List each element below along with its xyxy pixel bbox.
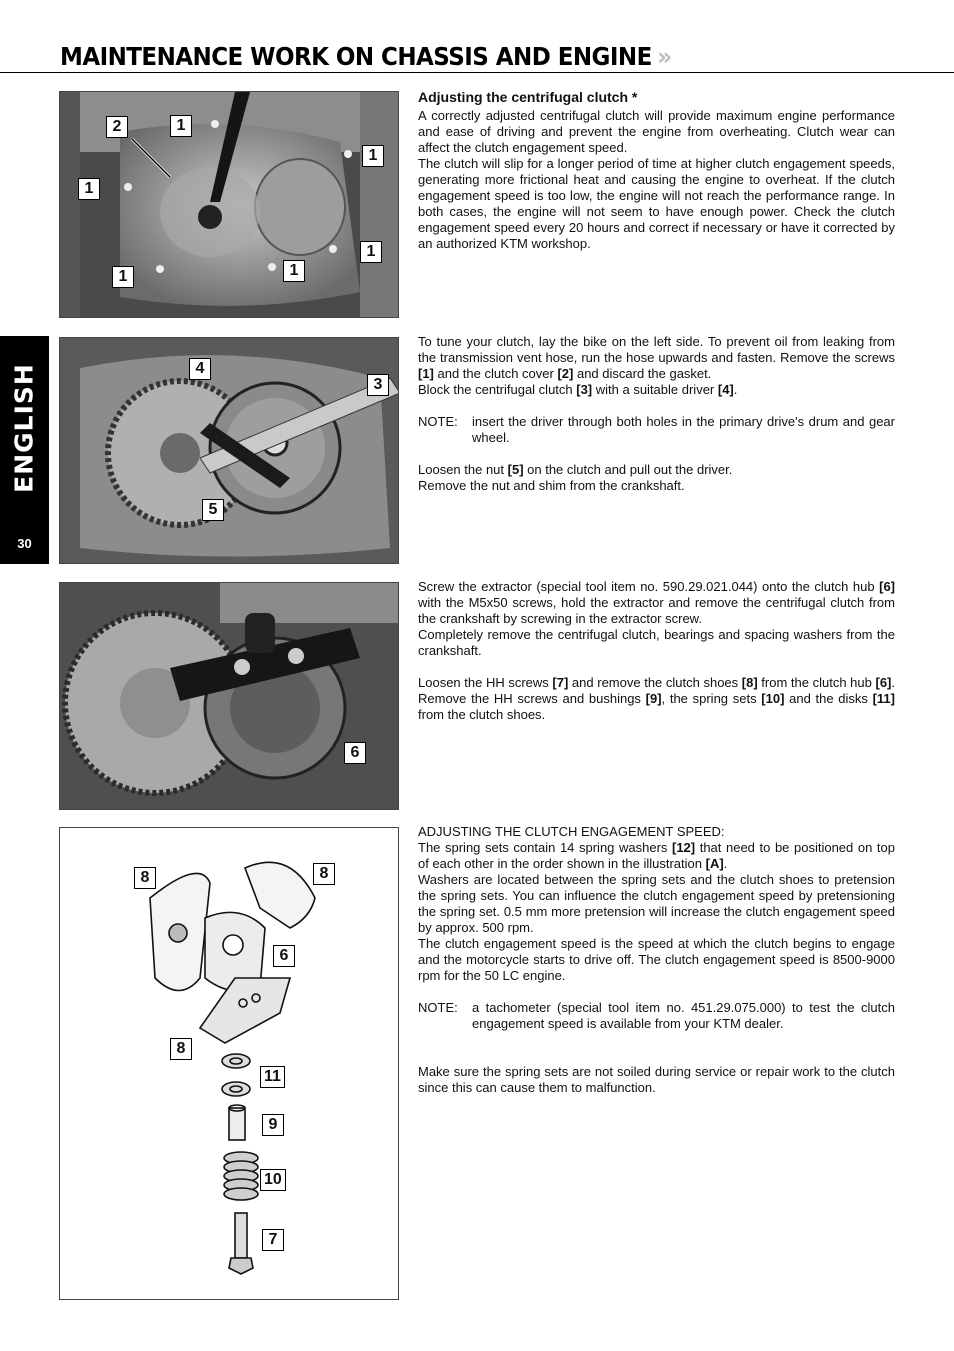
callout-3: 3 xyxy=(367,374,389,396)
callout-1: 1 xyxy=(78,178,100,200)
callout-11: 11 xyxy=(260,1066,285,1088)
page-title: MAINTENANCE WORK ON CHASSIS AND ENGINE » xyxy=(60,42,672,71)
section-tune-clutch xyxy=(418,334,895,494)
callout-7: 7 xyxy=(262,1229,284,1251)
section-adjusting-clutch xyxy=(418,89,895,252)
callout-10: 10 xyxy=(260,1169,286,1191)
photo-clutch-blocked xyxy=(59,337,399,564)
section-heading: ADJUSTING THE CLUTCH ENGAGEMENT SPEED: xyxy=(418,824,725,839)
callout-5: 5 xyxy=(202,499,224,521)
section-heading: Adjusting the centrifugal clutch * xyxy=(418,89,638,105)
callout-6: 6 xyxy=(344,742,366,764)
callout-6: 6 xyxy=(273,945,295,967)
callout-1: 1 xyxy=(362,145,384,167)
paragraph: Completely remove the centrifugal clutch, bearings and spacing washers from the crankshaft. xyxy=(418,627,895,658)
page-number: 30 xyxy=(17,536,32,551)
callout-2: 2 xyxy=(106,116,128,138)
callout-8: 8 xyxy=(313,863,335,885)
note: NOTE: insert the driver through both holes in the primary drive's drum and gear wheel. xyxy=(418,414,895,445)
callout-8: 8 xyxy=(170,1038,192,1060)
photo-extractor xyxy=(59,582,399,810)
paragraph: To tune your clutch, lay the bike on the left side. To prevent oil from leaking from the transmission vent hose, run the hose upwards and fasten. Remove the screws [1] and the clutch cover [2] and discard the gasket. xyxy=(418,334,895,381)
paragraph: The spring sets contain 14 spring washers [12] that need to be positioned on top of each other in the order shown in the illustration [A]. xyxy=(418,840,895,871)
callout-1: 1 xyxy=(112,266,134,288)
callout-8: 8 xyxy=(134,867,156,889)
paragraph: Remove the nut and shim from the crankshaft. xyxy=(418,478,685,493)
callout-1: 1 xyxy=(360,241,382,263)
paragraph: Make sure the spring sets are not soiled during service or repair work to the clutch since this can cause them to malfunction. xyxy=(418,1064,895,1095)
header-rule xyxy=(0,72,954,73)
paragraph: Block the centrifugal clutch [3] with a suitable driver [4]. xyxy=(418,382,738,397)
paragraph: The clutch engagement speed is the speed at which the clutch begins to engage and the motorcycle starts to drive off. The clutch engagement speed is 8500-9000 rpm for the 50 LC engine. xyxy=(418,936,895,983)
paragraph: A correctly adjusted centrifugal clutch will provide maximum engine performance and ease of driving and prevent the engine from overheating. Clutch wear can affect the clutch engagement speed. xyxy=(418,108,895,155)
language-label: ENGLISH xyxy=(9,363,39,493)
callout-9: 9 xyxy=(262,1114,284,1136)
diagram-clutch-parts xyxy=(59,827,399,1300)
paragraph: Screw the extractor (special tool item no. 590.29.021.044) onto the clutch hub [6] with the M5x50 screws, hold the extractor and remove the centrifugal clutch from the crankshaft by screwing in the extractor screw. xyxy=(418,579,895,626)
note: NOTE: a tachometer (special tool item no. 451.29.075.000) to test the clutch engagement speed is available from your KTM dealer. xyxy=(418,1000,895,1031)
chevron-icon: » xyxy=(657,42,672,71)
callout-1: 1 xyxy=(283,260,305,282)
callout-4: 4 xyxy=(189,358,211,380)
paragraph: Washers are located between the spring sets and the clutch shoes to pretension the spring sets. You can influence the clutch engagement speed by pretensioning the spring set. 0.5 mm more pretension will increase the clutch engagement speed by approx. 500 rpm. xyxy=(418,872,895,935)
callout-1: 1 xyxy=(170,115,192,137)
paragraph: Loosen the HH screws [7] and remove the clutch shoes [8] from the clutch hub [6]. Remove the HH screws and bushings [9], the spring sets [10] and the disks [11] from the clutch shoes. xyxy=(418,675,895,722)
photo-clutch-cover xyxy=(59,91,399,318)
paragraph: The clutch will slip for a longer period of time at higher clutch engagement speeds, generating more frictional heat and causing the engine to overheat. If the clutch engagement speed is too low, the engine will not reach the performance range. In both cases, the engine will not seem to have enough power. Check the clutch engagement speed every 20 hours and correct if necessary or have it corrected by an authorized KTM workshop. xyxy=(418,156,895,251)
paragraph: Loosen the nut [5] on the clutch and pull out the driver. xyxy=(418,462,733,477)
section-extractor xyxy=(418,579,895,723)
section-engagement-speed xyxy=(418,824,895,1096)
language-tab xyxy=(0,336,49,564)
